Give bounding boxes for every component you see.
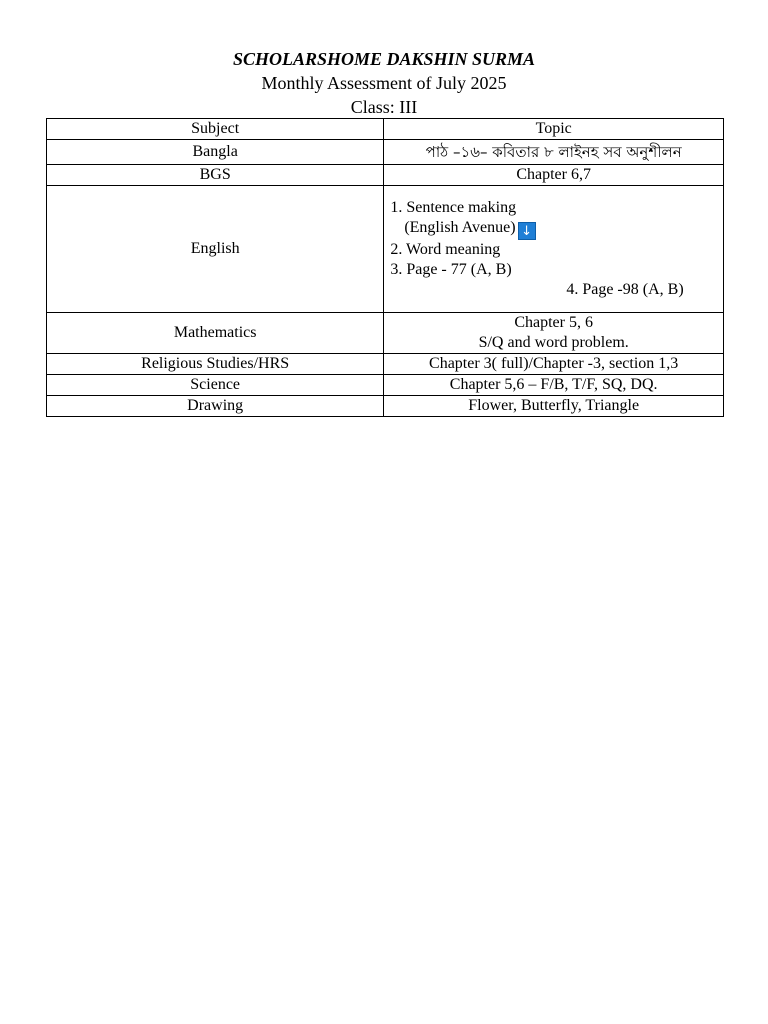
topic-line: 1. Sentence making bbox=[390, 199, 517, 216]
table-row bbox=[47, 313, 724, 354]
table-row bbox=[47, 375, 724, 396]
subject-cell: Mathematics bbox=[47, 313, 384, 354]
table-row bbox=[47, 396, 724, 417]
topic-cell: Chapter 3( full)/Chapter -3, section 1,3 bbox=[384, 354, 724, 375]
assessment-title: Monthly Assessment of July 2025 bbox=[261, 73, 507, 93]
assessment-table bbox=[46, 118, 724, 417]
subject-cell: Religious Studies/HRS bbox=[47, 354, 384, 375]
topic-line: 2. Word meaning bbox=[390, 241, 501, 258]
topic-cell: Chapter 6,7 bbox=[384, 165, 724, 186]
topic-cell bbox=[384, 186, 724, 313]
topic-cell: Flower, Butterfly, Triangle bbox=[384, 396, 724, 417]
subject-cell: Drawing bbox=[47, 396, 384, 417]
topic-line-with-icon bbox=[390, 218, 717, 240]
topic-column-header: Topic bbox=[384, 119, 724, 140]
topic-line: S/Q and word problem. bbox=[478, 334, 629, 351]
subject-cell: Science bbox=[47, 375, 384, 396]
topic-cell: পাঠ –১৬– কবিতার ৮ লাইনহ সব অনুশীলন bbox=[384, 140, 724, 165]
table-row bbox=[47, 165, 724, 186]
table-header-row bbox=[47, 119, 724, 140]
topic-cell: Chapter 5,6 – F/B, T/F, SQ, DQ. bbox=[384, 375, 724, 396]
topic-line: Chapter 5, 6 bbox=[514, 314, 593, 331]
table-row bbox=[47, 186, 724, 313]
subject-column-header: Subject bbox=[47, 119, 384, 140]
down-arrow-icon[interactable]: ↓ bbox=[518, 222, 536, 240]
table-row bbox=[47, 354, 724, 375]
table-row bbox=[47, 140, 724, 165]
topic-line: 4. Page -98 (A, B) bbox=[566, 281, 684, 298]
class-label: Class: III bbox=[350, 97, 418, 117]
subject-cell: Bangla bbox=[47, 140, 384, 165]
topic-cell bbox=[384, 313, 724, 354]
topic-line-text: (English Avenue) bbox=[404, 219, 516, 236]
school-name: SCHOLARSHOME DAKSHIN SURMA bbox=[232, 49, 536, 69]
document-header bbox=[0, 47, 768, 119]
subject-cell: English bbox=[47, 186, 384, 313]
subject-cell: BGS bbox=[47, 165, 384, 186]
topic-line: 3. Page - 77 (A, B) bbox=[390, 261, 512, 278]
